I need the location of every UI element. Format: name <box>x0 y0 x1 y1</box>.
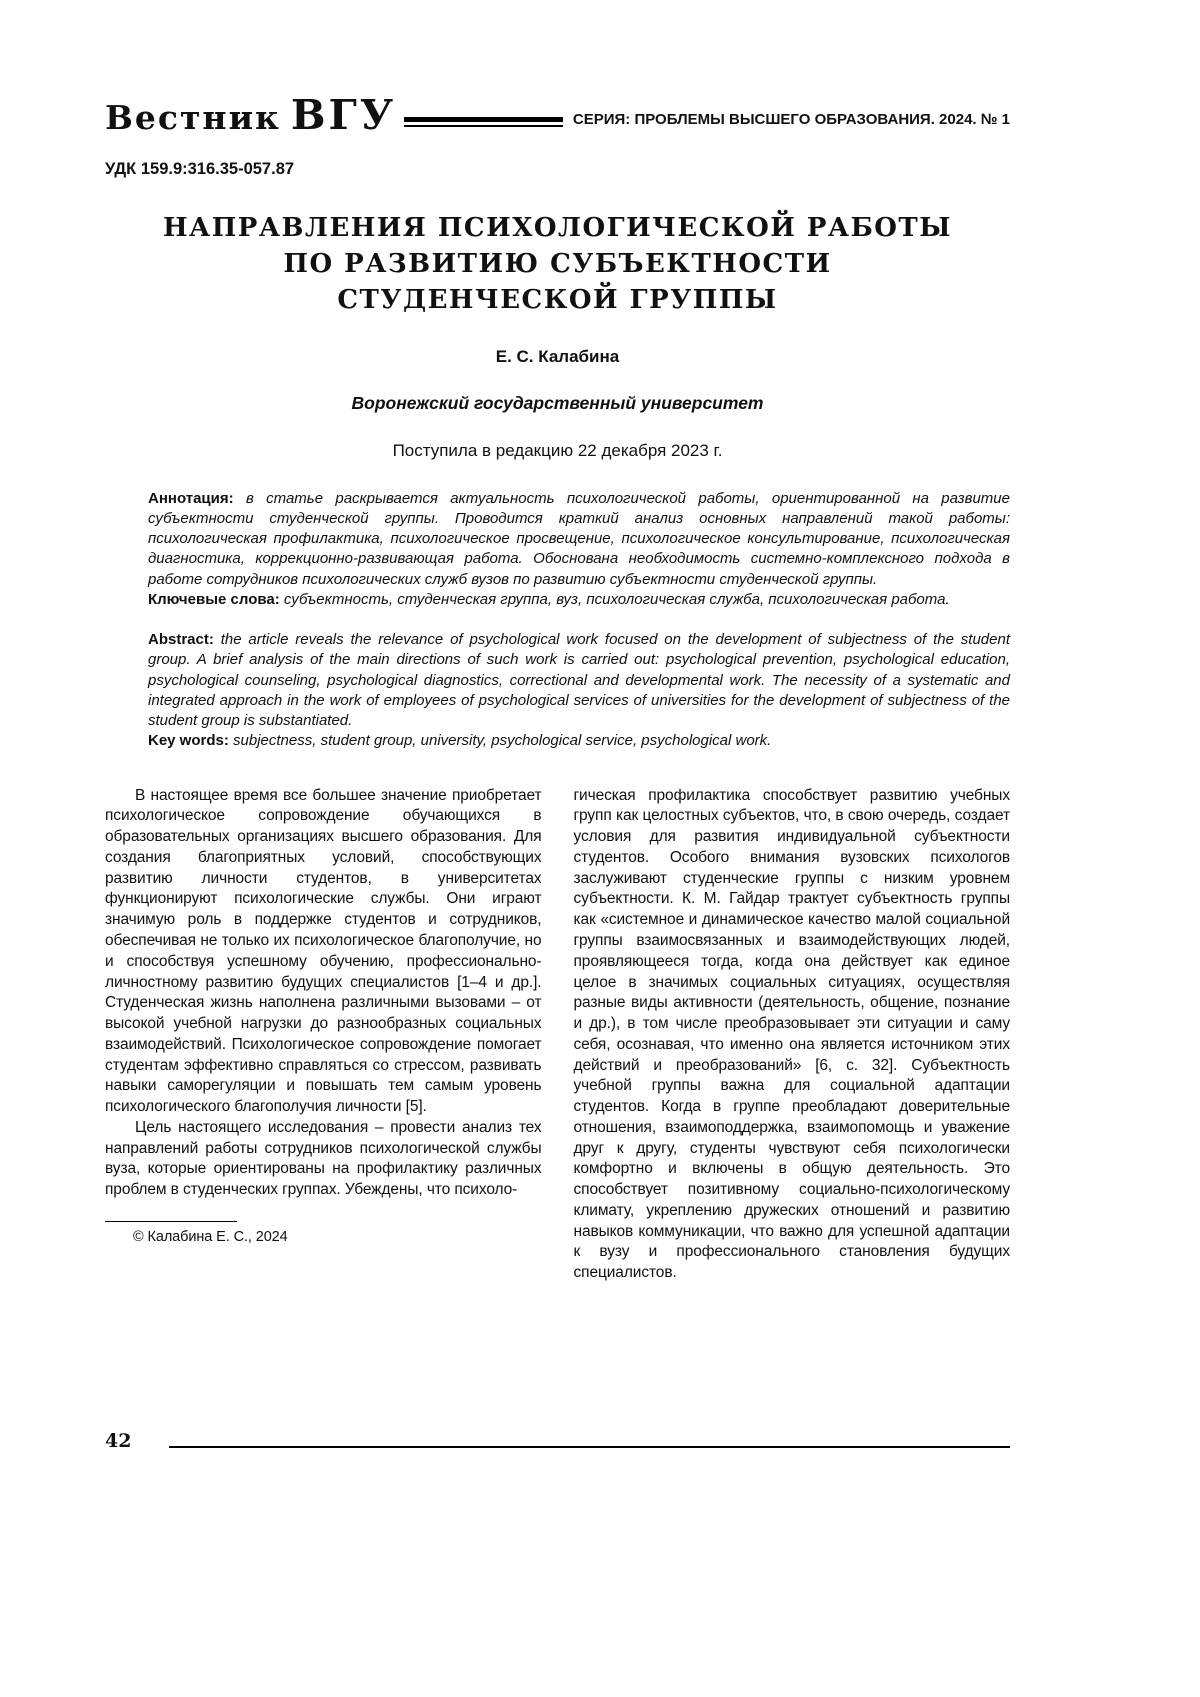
body-paragraph: гическая профилактика способствует развитию учебных групп как целостных субъектов, что, в свою очередь, создает условия для развития индивидуальной субъектности студентов. Особого внимания вузовских психологов заслуживают студенческие группы с низким уровнем субъектности. К. М. Гайдар трактует субъектность группы как «системное и динамическое качество малой социальной группы взаимосвязанных и взаимодействующих людей, проявляющееся тогда, когда она действует как единое целое в значимых социальных ситуациях, осуществляя разные виды активности (деятельность, общение, познание и др.), в том числе преобразовывает эти ситуации и саму себя, осознавая, что именно она является источником этих действий и преобразований» [6, с. 32]. Субъектность учебной группы важна для социальной адаптации студентов. Когда в группе преобладают доверительные отношения, взаимоподдержка, взаимопомощь и уважение друг к другу, студенты чувствуют себя психологически комфортно и включены в общую деятельность. Это способствует позитивному социально-психологическому климату, укреплению дружеских отношений и развитию навыков коммуникации, что важно для успешной адаптации к вузу и профессионального становления будущих специалистов. <box>573 786 1010 1282</box>
journal-logo-abbr: ВГУ <box>290 91 397 139</box>
series-title: СЕРИЯ: ПРОБЛЕМЫ ВЫСШЕГО ОБРАЗОВАНИЯ. 2024. № 1 <box>572 111 1010 128</box>
header-rule <box>404 117 563 127</box>
page-content <box>105 91 1010 1284</box>
keywords-en-paragraph <box>148 731 1010 751</box>
keywords-en-text: subjectness, student group, university, psychological service, psychological work. <box>228 732 772 750</box>
keywords-ru-label: Ключевые слова: <box>148 590 280 608</box>
keywords-en-label: Key words: <box>148 732 229 750</box>
footer-rule <box>169 1446 1010 1448</box>
annotation-text: в статье раскрывается актуальность психологической работы, ориентированной на развитие субъектности студенческой группы. Проводится краткий анализ основных направлений такой работы: психологическая профилактика, психологическое просвещение, психологическое консультирование, психологическая диагностика, коррекционно-развивающая работа. Обоснована необходимость системно-комплексного подхода в работе сотрудников психологических служб вузов по развитию субъектности студенческой группы. <box>148 489 1010 588</box>
abstract-paragraph <box>148 630 1010 731</box>
article-title-line: НАПРАВЛЕНИЯ ПСИХОЛОГИЧЕСКОЙ РАБОТЫ <box>162 213 953 243</box>
article-title-line: ПО РАЗВИТИЮ СУБЪЕКТНОСТИ <box>283 248 832 279</box>
article-title-line: СТУДЕНЧЕСКОЙ ГРУППЫ <box>337 284 778 315</box>
received-date: Поступила в редакцию 22 декабря 2023 г. <box>392 440 723 460</box>
abstract-label: Abstract: <box>148 631 214 649</box>
body-paragraph: Цель настоящего исследования – провести анализ тех направлений работы сотрудников психологической службы вуза, которые ориентированы на профилактику различных проблем в студенческих группах. Убеждены, что психоло- <box>105 1118 542 1199</box>
author-affiliation: Воронежский государственный университет <box>351 392 764 413</box>
annotation-label: Аннотация: <box>148 489 234 507</box>
right-column <box>574 786 1011 1284</box>
footnote-rule <box>105 1221 237 1222</box>
keywords-ru-text: субъектность, студенческая группа, вуз, психологическая служба, психологическая работа. <box>279 590 950 608</box>
page-number: 42 <box>105 1430 132 1452</box>
udc-code: УДК 159.9:316.35-057.87 <box>105 160 295 178</box>
keywords-ru-paragraph <box>148 590 1010 610</box>
body-columns <box>105 786 1010 1284</box>
journal-header <box>105 91 1010 139</box>
annotation-paragraph <box>148 489 1010 590</box>
journal-logo <box>105 91 397 139</box>
journal-logo-word: Вестник <box>105 98 281 137</box>
footnote <box>105 1221 542 1247</box>
left-column <box>105 786 542 1284</box>
author-name: Е. С. Калабина <box>495 346 620 366</box>
annotation-block <box>148 489 1010 752</box>
footnote-text: © Калабина Е. С., 2024 <box>133 1228 288 1245</box>
article-title <box>105 211 1010 319</box>
abstract-text: the article reveals the relevance of psychological work focused on the development of subjectness of the student group. A brief analysis of the main directions of such work is carried out: psychological prevention, psychological education, psychological counseling, psychological diagnostics, correctional and developmental work. The necessity of a systematic and integrated approach in the work of employees of psychological services of universities for the development of subjectness of the student group is substantiated. <box>148 631 1010 730</box>
body-paragraph: В настоящее время все большее значение приобретает психологическое сопровождение обучающихся в образовательных организациях высшего образования. Для создания благоприятных условий, способствующих развитию личности студентов, в университетах функционируют психологические службы. Они играют значимую роль в поддержке студентов и сотрудников, обеспечивая не только их психологическое благополучие, но и способствуя успешному обучению, профессионально-личностному развитию будущих специалистов [1–4 и др.]. Студенческая жизнь наполнена различными вызовами – от высокой учебной нагрузки до разнообразных социальных взаимодействий. Психологическое сопровождение помогает студентам эффективно справляться со стрессом, развивать навыки саморегуляции и повышать тем самым уровень психологического благополучия личности [5]. <box>105 786 542 1116</box>
page-footer <box>105 1432 1010 1451</box>
